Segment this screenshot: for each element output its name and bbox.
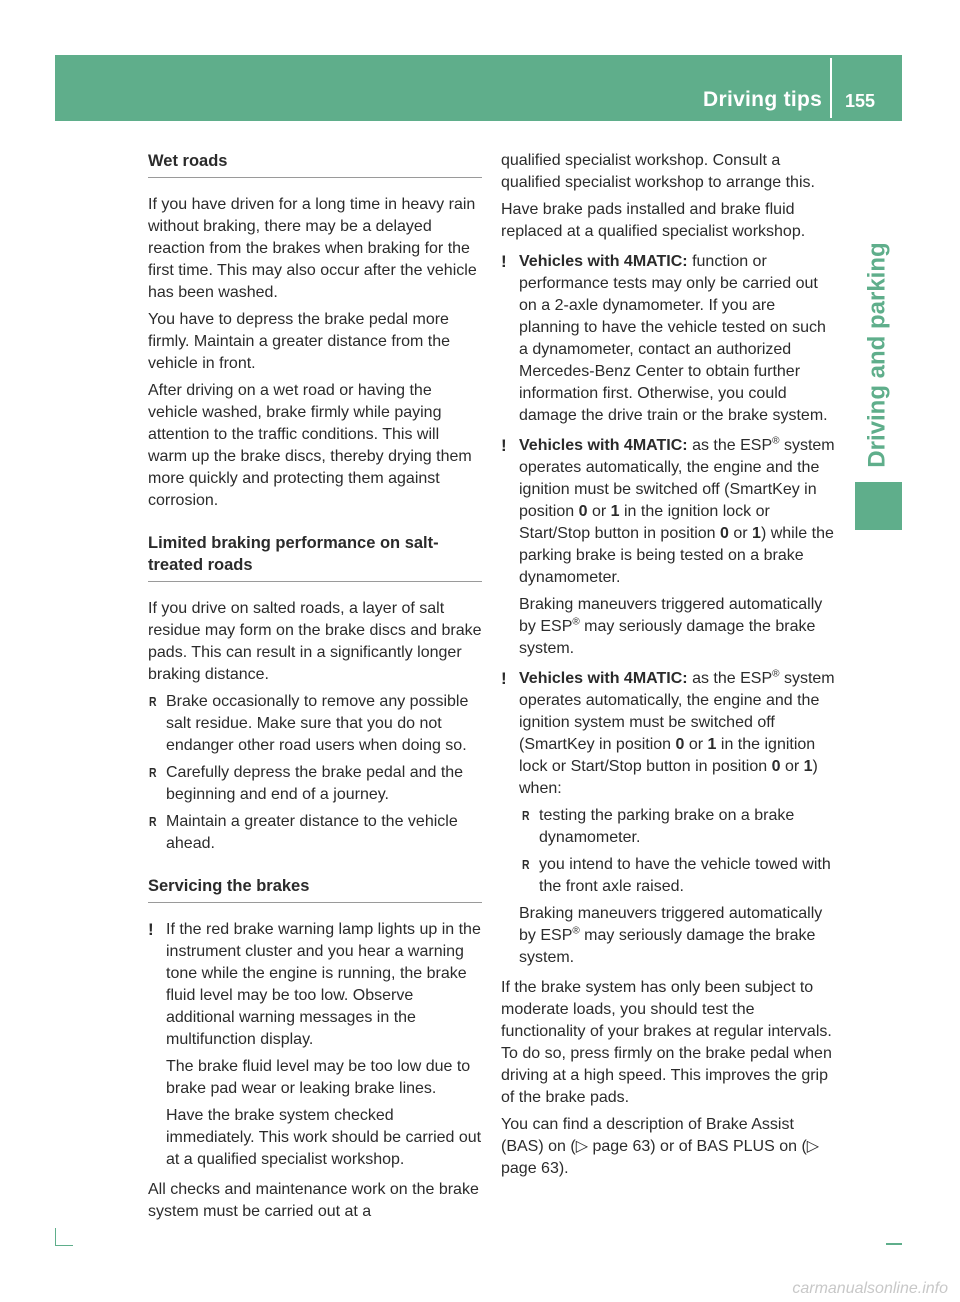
note-lead: Vehicles with 4MATIC:: [519, 670, 688, 687]
paragraph: qualified specialist workshop. Consult a qualified specialist workshop to arrange this.: [501, 152, 815, 191]
note-paragraph: Have the brake system checked immediately. This work should be carried out at a qualified specialist workshop.: [166, 1107, 482, 1168]
warning-icon: !: [148, 920, 154, 939]
warning-note: [501, 251, 837, 427]
note-paragraph: Vehicles with 4MATIC: as the ESP® system operates automatically, the engine and the ignition must be switched off (SmartKey in position 0 or 1 in the ignition lock or Start/Stop button in position 0 or 1) while the parking brake is being tested on a brake dynamometer.: [519, 435, 835, 586]
note-paragraph: If the red brake warning lamp lights up in the instrument cluster and you hear a warning tone while the engine is running, the brake fluid level may be too low. Observe additional warning messages in the multifunction display.: [166, 921, 481, 1048]
list-item: R Brake occasionally to remove any possible salt residue. Make sure that you do not endanger other road users when doing so.: [148, 691, 482, 757]
note-paragraph: Vehicles with 4MATIC: function or performance tests may only be carried out on a 2-axle dynamometer. If you are planning to have the vehicle tested on such a dynamometer, contact an authorized Mercedes-Benz Center to obtain further information first. Otherwise, you could damage the drive train or the brake system.: [519, 253, 828, 424]
warning-icon: !: [501, 669, 507, 688]
note-paragraph: Braking maneuvers triggered automatically by ESP® may seriously damage the brake system.: [519, 596, 823, 657]
note-lead: Vehicles with 4MATIC:: [519, 437, 688, 454]
paragraph: Have brake pads installed and brake fluid replaced at a qualified specialist workshop.: [501, 201, 806, 240]
note-paragraph: Vehicles with 4MATIC: as the ESP® system operates automatically, the engine and the ignition system must be switched off (SmartKey in position 0 or 1 in the ignition lock or Start/Stop button in position 0 or 1) when:: [519, 668, 835, 797]
warning-icon: !: [501, 252, 507, 271]
crop-mark: [886, 1243, 902, 1245]
page-ref-arrow-icon: ▷: [575, 1138, 588, 1155]
page-section-title: Driving tips: [703, 88, 823, 111]
heading-wet-roads: Wet roads: [148, 150, 482, 178]
paragraph: All checks and maintenance work on the brake system must be carried out at a: [148, 1181, 479, 1220]
side-tab-marker: [855, 482, 902, 530]
page-ref-arrow-icon: ▷: [806, 1138, 820, 1155]
list-item: R you intend to have the vehicle towed with the front axle raised.: [521, 854, 837, 898]
paragraph: After driving on a wet road or having the vehicle washed, brake firmly while paying attention to the traffic conditions. This will warm up the brake discs, thereby drying them more quickly and protecting them against corrosion.: [148, 382, 472, 509]
crop-mark: [55, 1228, 73, 1246]
warning-icon: !: [501, 436, 507, 455]
header-divider: [830, 58, 832, 118]
note-lead: Vehicles with 4MATIC:: [519, 253, 688, 270]
warning-note: [148, 919, 482, 1171]
warning-note: [501, 435, 837, 660]
paragraph: If you drive on salted roads, a layer of salt residue may form on the brake discs and brake pads. This can result in a significantly longer braking distance.: [148, 600, 482, 683]
note-paragraph: The brake fluid level may be too low due to brake pad wear or leaking brake lines.: [166, 1058, 471, 1097]
heading-servicing-brakes: Servicing the brakes: [148, 875, 482, 903]
list-item: R testing the parking brake on a brake dynamometer.: [521, 805, 837, 849]
side-tab-label: Driving and parking: [864, 242, 891, 468]
paragraph: You can find a description of Brake Assist (BAS) on (▷ page 63) or of BAS PLUS on (▷ page 63).: [501, 1116, 820, 1177]
warning-note: [501, 668, 837, 969]
paragraph: You have to depress the brake pedal more firmly. Maintain a greater distance from the vehicle in front.: [148, 311, 451, 372]
heading-salt-roads: Limited braking performance on salt-treated roads: [148, 532, 482, 582]
note-paragraph: Braking maneuvers triggered automatically by ESP® may seriously damage the brake system.: [519, 905, 823, 966]
list-item: R Maintain a greater distance to the vehicle ahead.: [148, 811, 482, 855]
watermark: carmanualsonline.info: [792, 1280, 948, 1297]
right-column: [501, 150, 837, 1185]
left-column: [148, 150, 482, 1228]
list-item: R Carefully depress the brake pedal and the beginning and end of a journey.: [148, 762, 482, 806]
page-number: 155: [845, 91, 876, 111]
paragraph: If the brake system has only been subject to moderate loads, you should test the functionality of your brakes at regular intervals. To do so, press firmly on the brake pedal when driving at a high speed. This improves the grip of the brake pads.: [501, 979, 832, 1106]
side-tab: [855, 240, 901, 470]
paragraph: If you have driven for a long time in heavy rain without braking, there may be a delayed reaction from the brakes when braking for the first time. This may also occur after the vehicle has been washed.: [148, 196, 477, 301]
